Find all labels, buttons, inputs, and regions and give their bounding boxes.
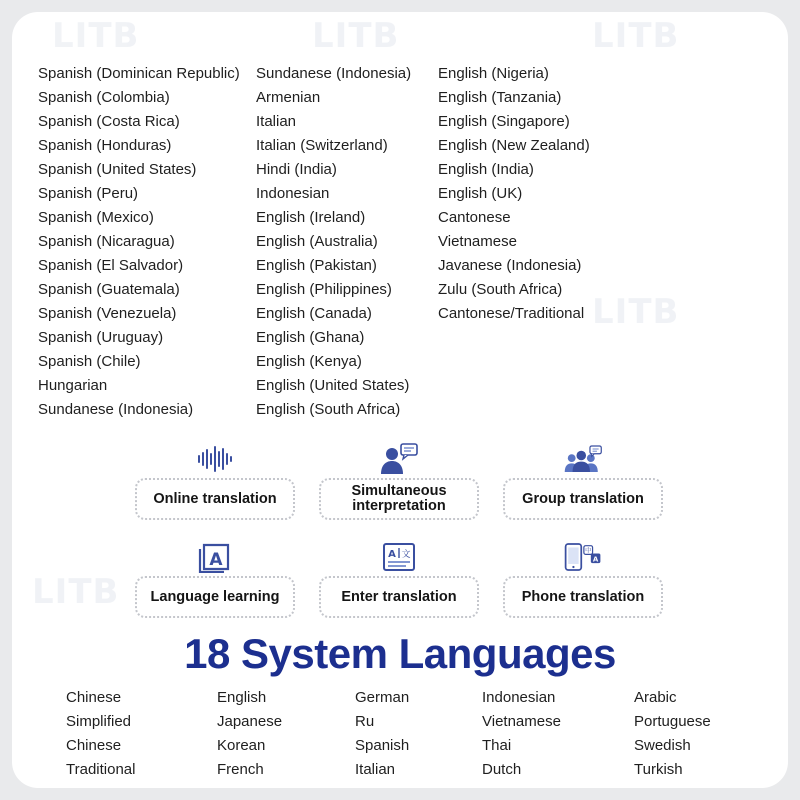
watermark: LITB xyxy=(592,16,680,56)
language-item: Spanish (Guatemala) xyxy=(38,281,180,298)
language-item: English (United States) xyxy=(256,377,410,394)
language-item: English (Ghana) xyxy=(256,329,365,346)
language-item: Italian (Switzerland) xyxy=(256,137,388,154)
svg-text:中: 中 xyxy=(585,547,592,555)
language-item: English (New Zealand) xyxy=(438,137,590,154)
system-language-item: Turkish xyxy=(634,761,683,778)
system-language-item: Arabic xyxy=(634,689,677,706)
system-language-item: Simplified xyxy=(66,713,132,730)
language-item: Italian xyxy=(256,113,297,130)
watermark: LITB xyxy=(592,292,680,332)
system-languages-title: 18 System Languages xyxy=(184,630,616,677)
language-item: English (Tanzania) xyxy=(438,89,562,106)
phone-translation-label: Phone translation xyxy=(503,576,663,618)
language-item: Sundanese (Indonesia) xyxy=(38,401,194,418)
language-item: Spanish (Venezuela) xyxy=(38,305,177,322)
system-language-item: Portuguese xyxy=(634,713,711,730)
watermark: LITB xyxy=(32,572,120,612)
language-item: Spanish (Uruguay) xyxy=(38,329,164,346)
system-language-item: French xyxy=(217,761,264,778)
feature-grid xyxy=(12,442,788,618)
language-item: Cantonese/Traditional xyxy=(438,305,585,322)
system-language-item: Traditional xyxy=(66,761,136,778)
language-item: Spanish (Colombia) xyxy=(38,89,170,106)
system-language-item: Ru xyxy=(355,713,375,730)
language-item: Hungarian xyxy=(38,377,108,394)
system-language-item: Korean xyxy=(217,737,266,754)
system-language-item: Chinese xyxy=(66,737,122,754)
system-language-item: Swedish xyxy=(634,737,691,754)
speaker-chat-icon xyxy=(379,442,419,476)
simultaneous-interpretation-label: Simultaneous interpretation xyxy=(319,478,479,520)
language-item: English (Philippines) xyxy=(256,281,392,298)
language-item: Spanish (El Salvador) xyxy=(38,257,184,274)
language-item: Spanish (Nicaragua) xyxy=(38,233,175,250)
language-item: Cantonese xyxy=(438,209,511,226)
enter-translation-label: Enter translation xyxy=(319,576,479,618)
watermark: LITB xyxy=(312,16,400,56)
system-language-item: Indonesian xyxy=(482,689,556,706)
language-item: Spanish (Dominican Republic) xyxy=(38,65,240,82)
text-translate-icon xyxy=(379,540,419,574)
language-item: English (Australia) xyxy=(256,233,378,250)
language-item: Spanish (Peru) xyxy=(38,185,139,202)
language-item: Armenian xyxy=(256,89,321,106)
system-language-column-1 xyxy=(66,686,135,782)
language-item: English (Canada) xyxy=(256,305,372,322)
svg-text:A: A xyxy=(592,555,599,564)
system-language-item: German xyxy=(355,689,410,706)
system-language-item: Dutch xyxy=(482,761,522,778)
language-item: Sundanese (Indonesia) xyxy=(256,65,412,82)
language-item: Indonesian xyxy=(256,185,330,202)
sound-wave-icon xyxy=(195,442,235,476)
language-item: English (South Africa) xyxy=(256,401,401,418)
system-language-item: Chinese xyxy=(66,689,122,706)
language-item: Spanish (Honduras) xyxy=(38,137,172,154)
system-language-column-2 xyxy=(217,686,282,782)
language-column-3 xyxy=(438,62,590,326)
language-column-2 xyxy=(256,62,411,422)
language-item: Spanish (Costa Rica) xyxy=(38,113,180,130)
system-language-item: Thai xyxy=(482,737,512,754)
letter-a-icon xyxy=(195,540,235,574)
language-item: Vietnamese xyxy=(438,233,517,250)
system-language-item: Italian xyxy=(355,761,396,778)
system-language-item: Spanish xyxy=(355,737,410,754)
online-translation-label: Online translation xyxy=(135,478,295,520)
system-language-column-4 xyxy=(482,686,561,782)
language-item: English (Kenya) xyxy=(256,353,362,370)
language-item: English (India) xyxy=(438,161,534,178)
language-learning-label: Language learning xyxy=(135,576,295,618)
system-language-column-5 xyxy=(634,686,711,782)
svg-text:文: 文 xyxy=(401,550,411,560)
language-item: Javanese (Indonesia) xyxy=(438,257,582,274)
language-item: Hindi (India) xyxy=(256,161,337,178)
system-language-column-3 xyxy=(355,686,409,782)
language-item: English (Ireland) xyxy=(256,209,366,226)
language-item: Zulu (South Africa) xyxy=(438,281,563,298)
product-card xyxy=(12,12,788,788)
phone-translate-icon xyxy=(563,540,603,574)
language-item: English (Nigeria) xyxy=(438,65,549,82)
language-column-1 xyxy=(38,62,240,422)
svg-text:A: A xyxy=(388,549,396,560)
language-item: English (Singapore) xyxy=(438,113,570,130)
language-item: Spanish (United States) xyxy=(38,161,197,178)
language-item: Spanish (Chile) xyxy=(38,353,141,370)
svg-text:A: A xyxy=(209,550,223,570)
language-item: English (Pakistan) xyxy=(256,257,377,274)
language-item: English (UK) xyxy=(438,185,523,202)
language-item: Spanish (Mexico) xyxy=(38,209,154,226)
watermark: LITB xyxy=(52,16,140,56)
group-translation-label: Group translation xyxy=(503,478,663,520)
system-language-item: English xyxy=(217,689,267,706)
system-language-item: Japanese xyxy=(217,713,283,730)
system-language-item: Vietnamese xyxy=(482,713,561,730)
group-chat-icon xyxy=(563,442,603,476)
